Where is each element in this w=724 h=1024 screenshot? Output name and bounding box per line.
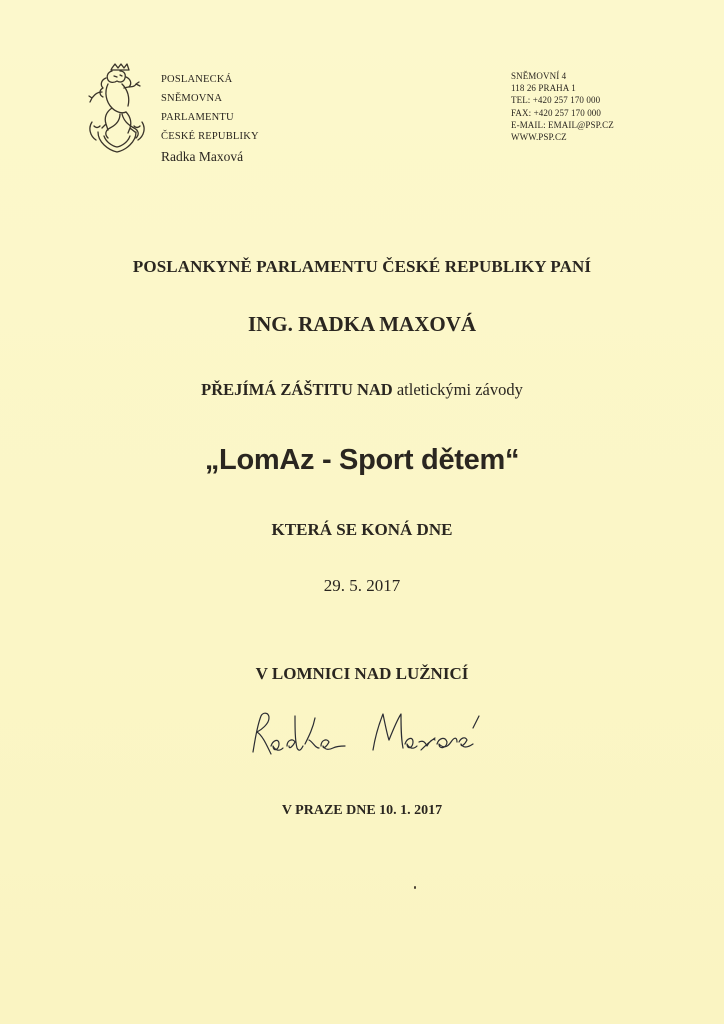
held-on-label: KTERÁ SE KONÁ DNE <box>271 520 453 539</box>
contact-email: E-MAIL: EMAIL@PSP.CZ <box>511 119 614 130</box>
contact-phone: TEL: +420 257 170 000 <box>511 95 601 106</box>
event-title: „LomAz - Sport dětem“ <box>204 444 520 476</box>
organization-line: PARLAMENTU <box>161 112 234 123</box>
contact-city: 118 26 PRAHA 1 <box>511 83 576 94</box>
organization-line: POSLANECKÁ <box>161 74 233 85</box>
issued-date: V PRAZE DNE 10. 1. 2017 <box>281 803 443 818</box>
event-date: 29. 5. 2017 <box>323 576 401 595</box>
event-place: V LOMNICI NAD LUŽNICÍ <box>255 664 469 683</box>
certificate-heading: POSLANKYNĚ PARLAMENTU ČESKÉ REPUBLIKY PANÍ <box>132 257 592 276</box>
patronage-caps: PŘEJÍMÁ ZÁŠTITU NAD <box>201 380 393 399</box>
organization-block <box>161 70 259 166</box>
contact-website: WWW.PSP.CZ <box>511 132 567 143</box>
contact-address: SNĚMOVNÍ 4 <box>511 71 567 81</box>
contact-fax: FAX: +420 257 170 000 <box>511 107 602 118</box>
lion-emblem-icon <box>84 62 150 154</box>
contact-block <box>511 70 614 143</box>
paper-speck <box>414 886 416 889</box>
organization-line: SNĚMOVNA <box>161 93 223 104</box>
handwritten-signature <box>243 706 503 766</box>
patron-name: ING. RADKA MAXOVÁ <box>247 312 477 336</box>
member-name: Radka Maxová <box>161 149 244 164</box>
patronage-line <box>0 380 724 400</box>
organization-line: ČESKÉ REPUBLIKY <box>161 131 259 142</box>
patronage-rest: atletickými závody <box>396 380 523 399</box>
